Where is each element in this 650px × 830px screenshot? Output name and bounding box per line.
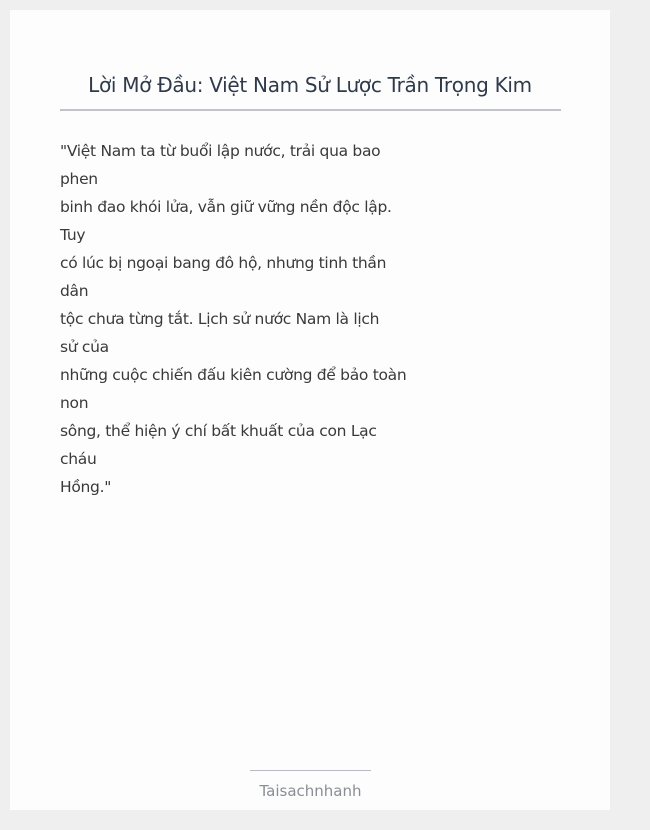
body-paragraph	[60, 137, 407, 501]
body-line: tộc chưa từng tắt. Lịch sử nước Nam là lịch	[60, 310, 380, 328]
page-title: Lời Mở Đầu: Việt Nam Sử Lược Trần Trọng Kim	[88, 73, 532, 97]
footer-divider	[250, 770, 371, 771]
body-line: cháu	[60, 450, 97, 468]
body-line: binh đao khói lửa, vẫn giữ vững nền độc lập.	[60, 198, 392, 216]
footer-source: Taisachnhanh	[259, 782, 362, 800]
body-line: non	[60, 394, 89, 412]
body-line: Tuy	[60, 226, 86, 244]
body-line: sử của	[60, 338, 109, 356]
title-divider	[60, 109, 561, 111]
body-line: dân	[60, 282, 89, 300]
body-line: có lúc bị ngoại bang đô hộ, nhưng tinh thần	[60, 254, 387, 272]
document-page	[10, 10, 610, 810]
body-line: phen	[60, 170, 98, 188]
body-line: "Việt Nam ta từ buổi lập nước, trải qua bao	[60, 142, 381, 160]
body-line: những cuộc chiến đấu kiên cường để bảo toàn	[60, 366, 407, 384]
body-line: sông, thể hiện ý chí bất khuất của con Lạc	[60, 422, 377, 440]
body-line: Hồng."	[60, 478, 112, 496]
